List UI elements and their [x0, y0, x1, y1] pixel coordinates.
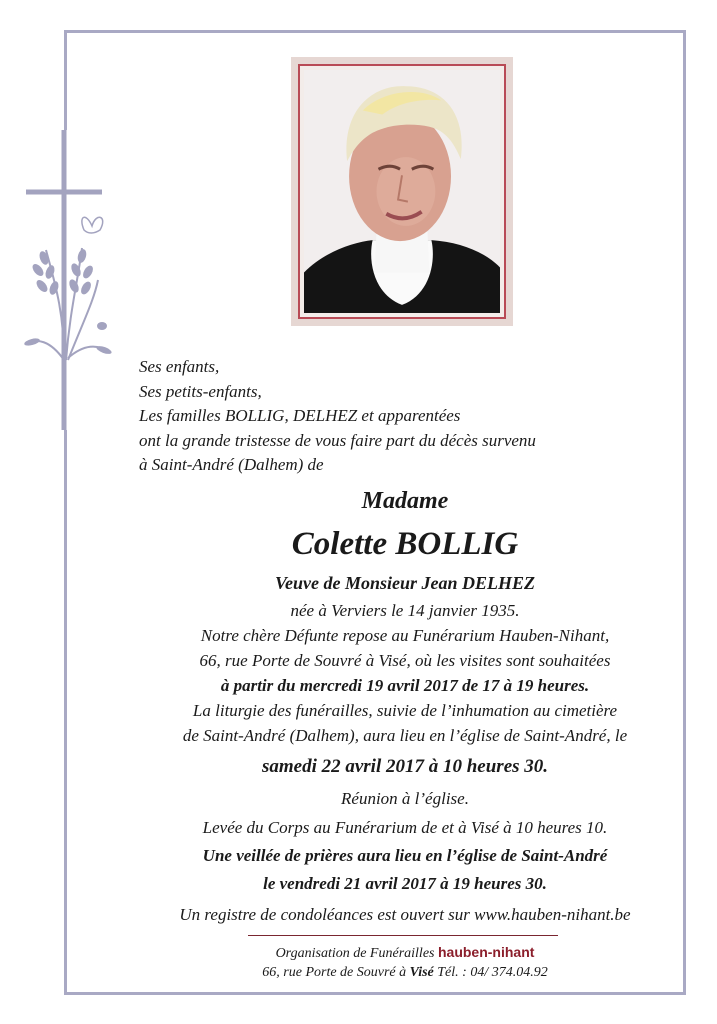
footer-address-city: Visé [409, 965, 434, 980]
rest-line-2: 66, rue Porte de Souvré à Visé, où les visites sont souhaitées [199, 651, 611, 670]
vigil-line-1: Une veillée de prières aura lieu en l’église de Saint-André [202, 846, 608, 865]
widow-of: Veuve de Monsieur Jean DELHEZ [274, 573, 535, 593]
meeting-info: Réunion à l’église. [341, 789, 469, 808]
details-block [139, 598, 671, 748]
visit-times: à partir du mercredi 19 avril 2017 de 17 à 19 heures. [220, 676, 590, 695]
intro-line: ont la grande tristesse de vous faire part du décès survenu [139, 430, 536, 450]
footer-organizer [139, 944, 671, 962]
condolence-registry: Un registre de condoléances est ouvert sur www.hauben-nihant.be [179, 905, 631, 924]
liturgy-line-2: de Saint-André (Dalhem), aura lieu en l’église de Saint-André, le [182, 726, 628, 745]
vigil-line-2: le vendredi 21 avril 2017 à 19 heures 30. [263, 874, 547, 893]
footer-org-prefix: Organisation de Funérailles [275, 946, 435, 961]
intro-line: à Saint-André (Dalhem) de [139, 455, 324, 474]
footer-phone: Tél. : 04/ 374.04.92 [433, 965, 548, 980]
deceased-name: Colette BOLLIG [291, 526, 519, 562]
honorific-title: Madame [361, 488, 449, 514]
footer-divider [248, 935, 558, 936]
footer-address [139, 965, 671, 981]
rest-line-1: Notre chère Défunte repose au Funérarium Hauben-Nihant, [200, 626, 610, 645]
cross-wheat-ornament-icon [24, 130, 124, 430]
intro-line: Les familles BOLLIG, DELHEZ et apparentées [139, 406, 461, 425]
intro-text [139, 355, 659, 478]
liturgy-line-1: La liturgie des funérailles, suivie de l’inhumation au cimetière [192, 701, 618, 720]
ceremony-block [139, 786, 671, 896]
intro-line: Ses petits-enfants, [139, 381, 262, 401]
liturgy-date: samedi 22 avril 2017 à 10 heures 30. [261, 756, 549, 777]
brand-logo: hauben-nihant [437, 944, 535, 960]
birth-info: née à Verviers le 14 janvier 1935. [290, 601, 520, 620]
portrait-photo [291, 57, 513, 326]
intro-line: Ses enfants, [139, 357, 220, 376]
footer-address-start: 66, rue Porte de Souvré à [262, 965, 410, 980]
levee-info: Levée du Corps au Funérarium de et à Visé à 10 heures 10. [202, 818, 608, 837]
